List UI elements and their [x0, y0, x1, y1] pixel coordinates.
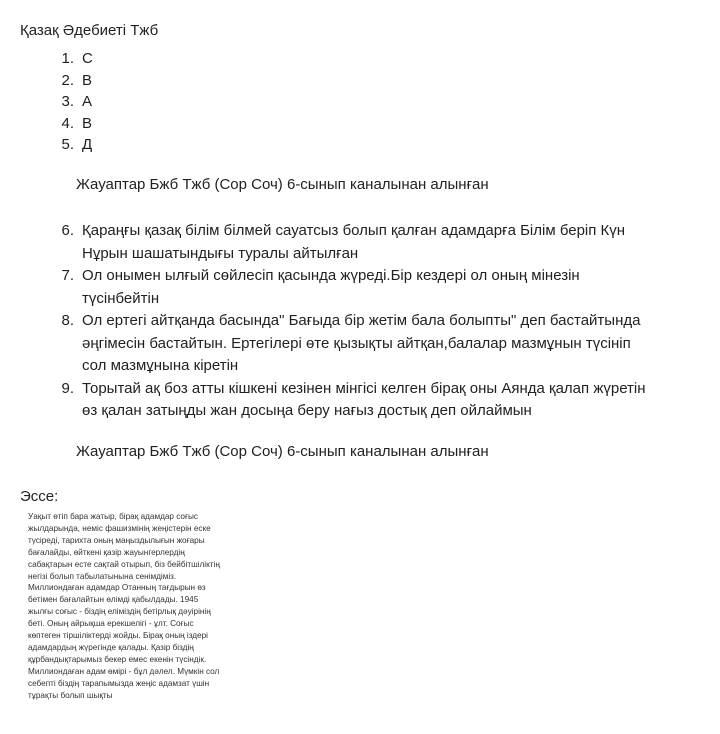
- source-note: Жауаптар Бжб Тжб (Сор Соч) 6-сынып каналынан алынған: [76, 443, 489, 460]
- item-answer: С: [82, 50, 93, 67]
- item-number: 6.: [61, 222, 74, 239]
- essay-line: жылдарында, неміс фашизмінің жеңістерін еске: [28, 523, 211, 533]
- essay-line: себепті біздің тарапымызда жеңіс адамзат үшін: [28, 678, 210, 688]
- list-item: [46, 265, 710, 310]
- answer-line: Ол онымен ылғый сөйлесіп қасында жүреді.Бір кездері ол оның мінезін: [82, 267, 580, 284]
- essay-line: сабақтарын есте сақтай отырып, біз бейбітшіліктің: [28, 559, 220, 569]
- essay-line: көптеген тіршіліктерді жойды. Бірақ оның іздері: [28, 631, 208, 641]
- item-answer: [82, 310, 710, 378]
- document-title: Қазақ Әдебиеті Тжб: [20, 22, 159, 39]
- item-answer: Д: [82, 136, 93, 153]
- short-answer-list: [46, 48, 93, 156]
- essay-line: тұрақты болып шықты: [28, 690, 113, 700]
- essay-line: адамдардың жүрегінде қалады. Қазір біздің: [28, 642, 194, 652]
- list-item: [46, 113, 93, 135]
- list-item: [46, 91, 93, 113]
- item-number: 2.: [61, 71, 74, 89]
- item-number: 4.: [61, 114, 74, 132]
- essay-line: Уақыт өтіп бара жатыр, бірақ адамдар соғыс: [28, 512, 198, 521]
- list-item: [46, 134, 93, 156]
- essay-line: бетімен бағалайтын өлімді қабылдады. 1945: [28, 595, 199, 605]
- list-item: [46, 70, 93, 92]
- item-answer: [82, 220, 710, 265]
- answer-line: Торытай ақ боз атты кішкені кезінен мінгісі келген бірақ оны Аянда қалап жүретін: [82, 379, 646, 397]
- source-note: Жауаптар Бжб Тжб (Сор Соч) 6-сынып каналынан алынған: [76, 176, 489, 193]
- essay-line: Миллиондаған адам өмірі - бұл дәлел. Мүмкін сол: [28, 666, 220, 676]
- item-answer: [82, 265, 710, 310]
- essay-line: Миллиондаған адамдар Отанның тағдырын өз: [28, 583, 206, 593]
- item-answer: В: [82, 114, 93, 132]
- item-number: 1.: [61, 50, 74, 67]
- item-number: 5.: [61, 136, 74, 153]
- item-answer: В: [82, 71, 93, 89]
- essay-line: түсіреді, тарихта оның маңыздылығын жоғары: [28, 535, 205, 545]
- long-answer-list: [46, 220, 710, 423]
- answer-line: Ол ертегі айтқанда басында" Бағыда бір жетім бала болыпты" деп бастайтында: [82, 312, 641, 329]
- answer-line: Қараңғы қазақ білім білмей сауатсыз болып қалған адамдарға Білім беріп Күн: [82, 222, 626, 239]
- item-number: 9.: [61, 379, 74, 397]
- list-item: [46, 48, 93, 70]
- answer-line: өз қалан затыңды жан досыңа беру нағыз достық деп ойлаймын: [82, 402, 532, 419]
- answer-line: түсінбейтін: [82, 289, 160, 307]
- essay-line: бағалайды, өйткені қазір жауынгерлердің: [28, 547, 185, 557]
- item-number: 8.: [61, 312, 74, 329]
- essay-line: негізі болып табылатынына сенімдіміз.: [28, 571, 177, 581]
- item-answer: [82, 378, 710, 423]
- answer-line: Нұрын шашатындығы туралы айтылған: [82, 244, 359, 262]
- answer-line: әңгімесін бастайтын. Ертегілері өте қызықты айтқан,балалар мазмұнын түсініп: [82, 334, 631, 352]
- item-answer: А: [82, 93, 93, 110]
- essay-line: құрбандықтарымыз бекер емес екенін түсіндік.: [28, 654, 207, 664]
- list-item: [46, 378, 710, 423]
- item-number: 7.: [61, 267, 74, 284]
- item-number: 3.: [61, 93, 74, 110]
- essay-heading: Эссе:: [20, 488, 59, 505]
- list-item: [46, 310, 710, 378]
- essay-line: беті. Оның айрықша ерекшелігі - ұлт. Соғыс: [28, 619, 194, 629]
- list-item: [46, 220, 710, 265]
- answer-line: сол мазмұнына кіретін: [82, 357, 239, 374]
- essay-text-block: [28, 511, 284, 702]
- essay-line: жылғы соғыс - біздің еліміздің бетірлық дәуірінің: [28, 607, 211, 617]
